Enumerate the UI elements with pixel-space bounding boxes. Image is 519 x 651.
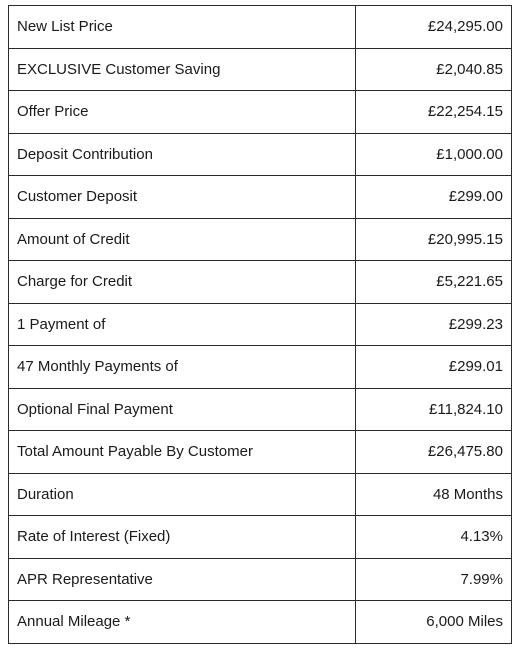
row-label: 47 Monthly Payments of <box>9 346 356 389</box>
row-value: 48 Months <box>356 473 512 516</box>
row-label: APR Representative <box>9 558 356 601</box>
table-row-amount-of-credit <box>9 218 512 261</box>
row-value: £1,000.00 <box>356 133 512 176</box>
table-row-offer-price <box>9 91 512 134</box>
table-row-duration <box>9 473 512 516</box>
row-value: £11,824.10 <box>356 388 512 431</box>
row-label: Annual Mileage * <box>9 601 356 644</box>
finance-summary-table <box>8 5 512 644</box>
row-label: Charge for Credit <box>9 261 356 304</box>
row-label: Duration <box>9 473 356 516</box>
row-label: Total Amount Payable By Customer <box>9 431 356 474</box>
row-label: Customer Deposit <box>9 176 356 219</box>
row-label: Deposit Contribution <box>9 133 356 176</box>
row-value: £26,475.80 <box>356 431 512 474</box>
row-label: Amount of Credit <box>9 218 356 261</box>
table-row-charge-for-credit <box>9 261 512 304</box>
row-value: £5,221.65 <box>356 261 512 304</box>
row-value: £24,295.00 <box>356 6 512 49</box>
table-row-annual-mileage <box>9 601 512 644</box>
table-row-customer-deposit <box>9 176 512 219</box>
table-row-new-list-price <box>9 6 512 49</box>
row-label: Optional Final Payment <box>9 388 356 431</box>
table-row-total-payable <box>9 431 512 474</box>
row-label: Rate of Interest (Fixed) <box>9 516 356 559</box>
row-label: Offer Price <box>9 91 356 134</box>
table-row-final-payment <box>9 388 512 431</box>
row-value: 4.13% <box>356 516 512 559</box>
table-row-first-payment <box>9 303 512 346</box>
table-row-customer-saving <box>9 48 512 91</box>
row-value: 6,000 Miles <box>356 601 512 644</box>
row-value: 7.99% <box>356 558 512 601</box>
row-value: £20,995.15 <box>356 218 512 261</box>
table-row-apr <box>9 558 512 601</box>
table-row-rate-of-interest <box>9 516 512 559</box>
row-label: 1 Payment of <box>9 303 356 346</box>
row-value: £299.23 <box>356 303 512 346</box>
row-value: £299.00 <box>356 176 512 219</box>
row-label: New List Price <box>9 6 356 49</box>
table-row-monthly-payments <box>9 346 512 389</box>
row-value: £22,254.15 <box>356 91 512 134</box>
row-label: EXCLUSIVE Customer Saving <box>9 48 356 91</box>
row-value: £299.01 <box>356 346 512 389</box>
row-value: £2,040.85 <box>356 48 512 91</box>
table-row-deposit-contribution <box>9 133 512 176</box>
